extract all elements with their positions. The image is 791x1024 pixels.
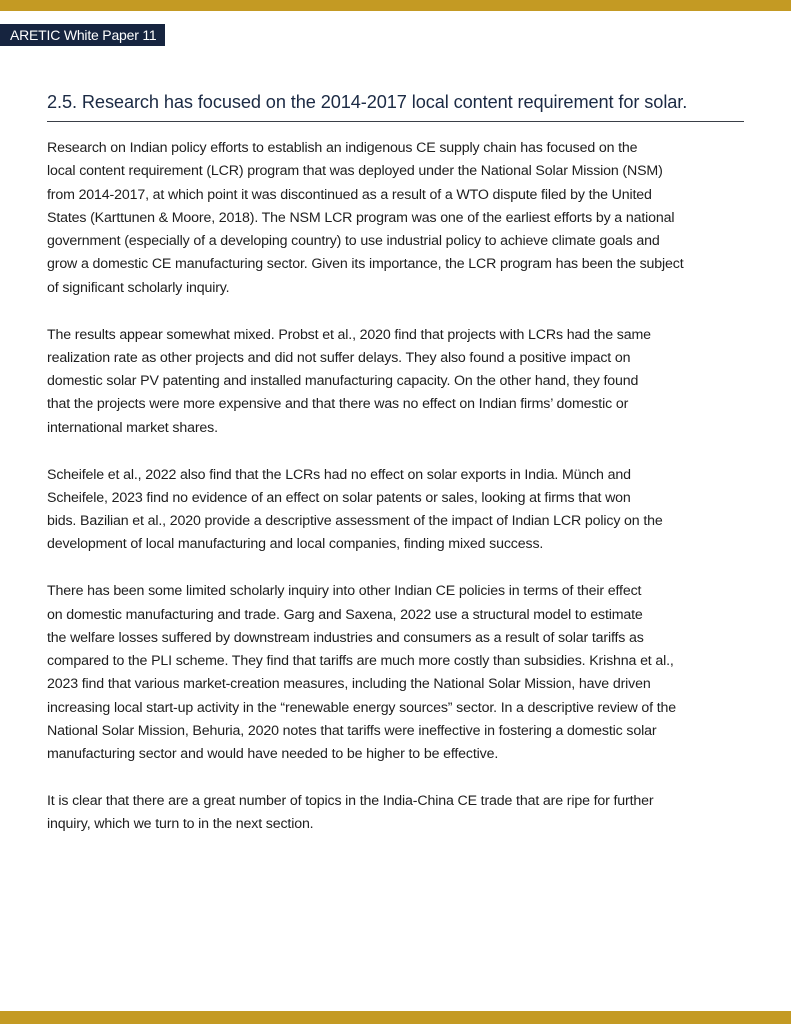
paragraph-mixed-results bbox=[47, 324, 747, 440]
section-heading: 2.5. Research has focused on the 2014-2017 local content requirement for solar. bbox=[47, 92, 688, 112]
text-line: Research on Indian policy efforts to establish an indigenous CE supply chain has focused on the bbox=[47, 140, 638, 156]
text-line: local content requirement (LCR) program that was deployed under the National Solar Mission (NSM) bbox=[47, 163, 663, 180]
text-line: Scheifele et al., 2022 also find that the LCRs had no effect on solar exports in India. Münch and bbox=[47, 466, 631, 483]
text-line: States (Karttunen & Moore, 2018). The NSM LCR program was one of the earliest efforts by a national bbox=[47, 209, 675, 226]
text-line: The results appear somewhat mixed. Probst et al., 2020 find that projects with LCRs had the same bbox=[47, 326, 651, 343]
text-line: It is clear that there are a great number of topics in the India-China CE trade that are ripe for further bbox=[47, 793, 654, 810]
text-line: realization rate as other projects and did not suffer delays. They also found a positive impact on bbox=[47, 349, 631, 366]
text-line: Scheifele, 2023 find no evidence of an effect on solar patents or sales, looking at firms that won bbox=[47, 489, 631, 506]
text-line: There has been some limited scholarly inquiry into other Indian CE policies in terms of their effect bbox=[47, 583, 642, 600]
heading-divider bbox=[47, 121, 744, 122]
text-line: from 2014-2017, at which point it was discontinued as a result of a WTO dispute filed by the United bbox=[47, 186, 652, 203]
text-line: of significant scholarly inquiry. bbox=[47, 279, 230, 296]
text-line: that the projects were more expensive and that there was no effect on Indian firms’ domestic or bbox=[47, 396, 629, 413]
paragraph-other-policies bbox=[47, 580, 747, 766]
publication-page-tag: ARETIC White Paper 11 bbox=[0, 24, 165, 46]
text-line: development of local manufacturing and local companies, finding mixed success. bbox=[47, 536, 544, 553]
text-line: manufacturing sector and would have needed to be higher to be effective. bbox=[47, 746, 499, 763]
text-line: grow a domestic CE manufacturing sector. Given its importance, the LCR program has been the subject bbox=[47, 256, 684, 273]
text-line: bids. Bazilian et al., 2020 provide a descriptive assessment of the impact of Indian LCR policy on the bbox=[47, 513, 663, 530]
text-line: inquiry, which we turn to in the next section. bbox=[47, 816, 314, 833]
bottom-accent-bar bbox=[0, 1011, 791, 1024]
paragraph-lcr-research bbox=[47, 137, 747, 300]
text-line: increasing local start-up activity in the “renewable energy sources” sector. In a descriptive review of the bbox=[47, 699, 676, 716]
text-line: government (especially of a developing country) to use industrial policy to achieve climate goals and bbox=[47, 233, 660, 250]
text-line: on domestic manufacturing and trade. Garg and Saxena, 2022 use a structural model to estimate bbox=[47, 606, 643, 623]
top-accent-bar bbox=[0, 0, 791, 11]
paragraph-exports-patents bbox=[47, 464, 747, 557]
body-text bbox=[47, 137, 747, 860]
text-line: international market shares. bbox=[47, 419, 218, 436]
text-line: compared to the PLI scheme. They find that tariffs are much more costly than subsidies. Krishna et al., bbox=[47, 653, 674, 670]
text-line: the welfare losses suffered by downstream industries and consumers as a result of solar tariffs as bbox=[47, 629, 644, 646]
text-line: National Solar Mission, Behuria, 2020 notes that tariffs were ineffective in fostering a domestic solar bbox=[47, 723, 657, 740]
text-line: 2023 find that various market-creation measures, including the National Solar Mission, have driven bbox=[47, 676, 651, 693]
text-line: domestic solar PV patenting and installed manufacturing capacity. On the other hand, they found bbox=[47, 373, 639, 390]
paragraph-conclusion bbox=[47, 790, 747, 837]
